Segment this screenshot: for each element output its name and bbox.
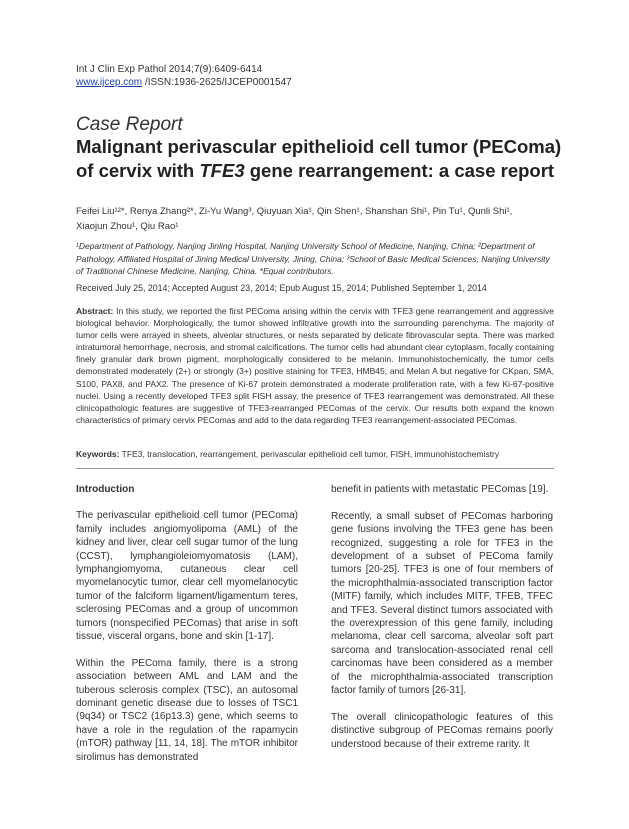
journal-url-line xyxy=(76,76,292,89)
journal-header xyxy=(76,63,292,89)
author-list xyxy=(76,204,556,234)
article-dates: Received July 25, 2014; Accepted August 23, 2014; Epub August 15, 2014; Published September 1, 2014 xyxy=(76,283,487,293)
abstract xyxy=(76,305,554,426)
introduction-heading: Introduction xyxy=(76,484,135,495)
affiliations: ¹Department of Pathology, Nanjing Jinling Hospital, Nanjing University School of Medicine, Nanjing, China; ²Department of Pathology, Affiliated Hospital of Jining Medical University, Jining, China; ³School of Basic Medical Sciences, Nanjing University of Traditional Chinese Medicine, Nanjing, China. *Equal contributors. xyxy=(76,241,550,276)
abstract-text: In this study, we reported the first PEComa arising within the cervix with TFE3 gene rearrangement and aggressive biological behavior. Morphologically, the tumor showed infiltrative growth into the surrounding parenchyma. The majority of tumor cells were arrayed in sheets, alveolar structures, or nests separated by delicate fibrovascular septa. There was marked intratumoral hemorrhage, necrosis, and stromal calcifications. The tumor cells had abundant clear cytoplasm, focally containing finely granular dark brown pigment, morphologically considered to be melanin. Immunohistochemically, the tumor cells demonstrated moderately (2+) or strongly (3+) positive staining for TFE3, HMB45, and Melan A but negative for CKpan, SMA, S100, PAX8, and PAX2. The presence of Ki-67 protein demonstrated a moderate proliferation rate, with a few Ki-67-positive nuclei. Using a recently developed TFE3 split FISH assay, the presence of TFE3 rearrangement was demonstrated. All these clinicopathologic features are suggestive of TFE3-rearranged PEComas of the cervix. Our results both expand the known characteristics of primary cervix PEComas and add to the data regarding TFE3 rearrangement-associated PEComas. xyxy=(76,306,554,425)
keywords-label: Keywords: xyxy=(76,449,120,459)
abstract-label: Abstract: xyxy=(76,306,114,316)
section-divider xyxy=(76,468,554,469)
right-paragraph-3: The overall clinicopathologic features of this distinctive subgroup of PEComas remains poorly understood because of their extreme rarity. It xyxy=(331,711,553,750)
title-gene: TFE3 xyxy=(199,160,245,181)
journal-issn: /ISSN:1936-2625/IJCEP0001547 xyxy=(142,77,292,88)
journal-citation: Int J Clin Exp Pathol 2014;7(9):6409-6414 xyxy=(76,64,263,75)
keywords xyxy=(76,448,554,460)
authors-line-2: Xiaojun Zhou¹, Qiu Rao¹ xyxy=(76,221,179,232)
intro-paragraph-1: The perivascular epithelioid cell tumor (PEComa) family includes angiomyolipoma (AML) of the kidney and liver, clear cell sugar tumor of the lung (CCST), lymphangioleiomyomatosis (LAM), lymphangiomyoma, cutaneous clear cell myomelanocytic tumor, clear cell myomelanocytic tumor of the falciform ligament/ligamentum teres, sclerosing PEComas and a group of uncommon tumors (nonspecified PEComas) that arise in soft tissue, visceral organs, bone and skin [1-17]. xyxy=(76,510,298,643)
article-title xyxy=(76,135,576,183)
right-column xyxy=(331,483,553,764)
title-part1: Malignant perivascular epithelioid cell tumor (PEComa) of cervix with xyxy=(76,136,562,181)
keywords-text: TFE3, translocation, rearrangement, perivascular epithelioid cell tumor, FISH, immunohistochemistry xyxy=(119,449,500,459)
right-paragraph-1: benefit in patients with metastatic PEComas [19]. xyxy=(331,484,549,495)
title-part2: gene rearrangement: a case report xyxy=(244,160,555,181)
intro-paragraph-2: Within the PEComa family, there is a strong association between AML and LAM and the tuberous sclerosis complex (TSC), an autosomal dominant genetic disease due to losses of TSC1 (9q34) or TSC2 (16p13.3) gene, which seems to have a role in the regulation of the rapamycin (mTOR) pathway [11, 14, 18]. The mTOR inhibitor sirolimus has demonstrated xyxy=(76,657,298,763)
journal-url-link[interactable]: www.ijcep.com xyxy=(76,77,143,88)
right-paragraph-2: Recently, a small subset of PEComas harboring gene fusions involving the TFE3 gene has been recognized, suggesting a role for TFE3 in the development of a subset of PEComa family tumors [20-25]. TFE3 is one of four members of the microphthalmia-associated transcription factor (MITF) family, which includes MITF, TFEB, TFEC and TFE3. Several distinct tumors associated with the overexpression of this gene family, including melanoma, clear cell sarcoma, alveolar soft part sarcoma and translocation-associated renal cell carcinomas have been considered as a member of the microphthalmia-associated transcription factor family of tumors [26-31]. xyxy=(331,510,553,697)
left-column xyxy=(76,483,298,778)
article-type: Case Report xyxy=(76,114,183,135)
authors-line-1: Feifei Liu¹²*, Renya Zhang²*, Zi-Yu Wang³, Qiuyuan Xia¹, Qin Shen¹, Shanshan Shi¹, Pin Tu¹, Qunli Shi¹, xyxy=(76,206,513,217)
